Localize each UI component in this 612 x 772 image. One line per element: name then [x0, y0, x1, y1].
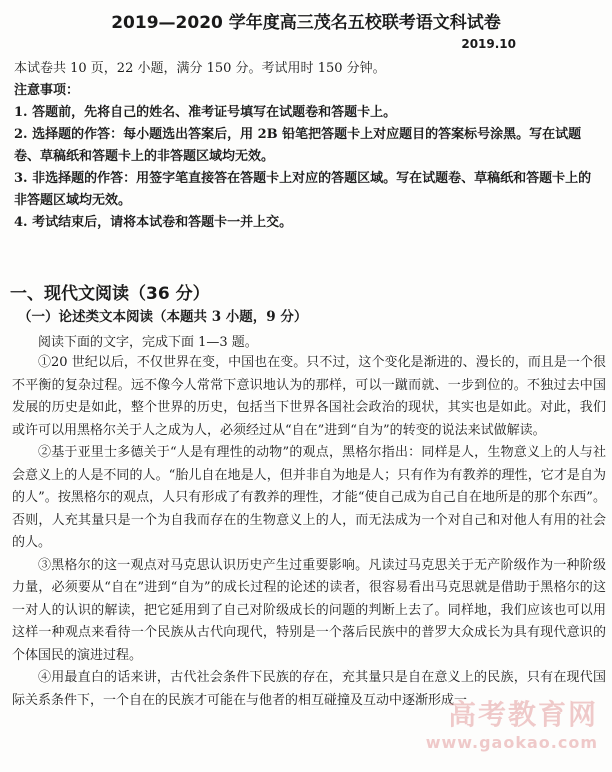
passage-paragraph: ④用最直白的话来讲，古代社会条件下民族的存在，充其量只是自在意义上的民族，只有在现代国际关系条件下，一个自在的民族才可能在与他者的相互碰撞及互动中逐渐形成一: [12, 670, 606, 708]
section-heading: 一、现代文阅读（36 分）: [10, 284, 210, 304]
notice-item: 1. 答题前，先将自己的姓名、准考证号填写在试题卷和答题卡上。: [14, 105, 397, 120]
exam-summary: 本试卷共 10 页，22 小题，满分 150 分。考试用时 150 分钟。: [14, 61, 386, 76]
passage-paragraph: ①20 世纪以后，不仅世界在变，中国也在变。只不过，这个变化是渐进的、漫长的，而且是一个很不平衡的复杂过程。远不像今人常常下意识地认为的那样，可以一蹴而就、一步到位的。不独过去中国发展的历史是如此，整个世界的历史，包括当下世界各国社会政治的现状，其实也是如此。对此，我们或许可以用黑格尔关于人之成为人，必须经过从“自在”进到“自为”的转变的说法来试做解读。: [12, 355, 606, 438]
page-title: 2019—2020 学年度高三茂名五校联考语文科试卷: [111, 13, 501, 33]
sub-section-heading: （一）论述类文本阅读（本题共 3 小题，9 分）: [18, 309, 308, 325]
watermark-url: www.gaokao.com: [425, 733, 598, 752]
exam-instructions: [14, 58, 604, 234]
notice-title: 注意事项：: [14, 83, 80, 98]
reading-instruction: 阅读下面的文字，完成下面 1—3 题。: [38, 335, 258, 350]
notice-item: 3. 非选择题的作答：用签字笔直接答在答题卡上对应的答题区域。写在试题卷、草稿纸和答题卡上的非答题区域均无效。: [14, 171, 592, 208]
watermark: [426, 693, 598, 752]
watermark-text: 高考教育网: [447, 698, 598, 731]
exam-date: 2019.10: [461, 37, 516, 51]
notice-item: 4. 考试结束后，请将本试卷和答题卡一并上交。: [14, 215, 293, 230]
reading-passage: [12, 352, 606, 712]
passage-paragraph: ③黑格尔的这一观点对马克思认识历史产生过重要影响。凡读过马克思关于无产阶级作为一种阶级力量，必须要从“自在”进到“自为”的成长过程的论述的读者，很容易看出马克思就是借助于黑格尔的这一对人的认识的解读，把它延用到了自己对阶级成长的问题的判断上去了。同样地，我们应该也可以用这样一种观点来看待一个民族从古代向现代，特别是一个落后民族中的普罗大众成长为具有现代意识的个体国民的演进过程。: [12, 557, 606, 663]
notice-item: 2. 选择题的作答：每小题选出答案后，用 2B 铅笔把答题卡上对应题目的答案标号涂黑。写在试题卷、草稿纸和答题卡上的非答题区域均无效。: [14, 127, 582, 164]
passage-paragraph: ②基于亚里士多德关于“人是有理性的动物”的观点，黑格尔指出：同样是人，生物意义上的人与社会意义上的人是不同的人。“胎儿自在地是人，但并非自为地是人；只有作为有教养的理性，它才是自为的人”。按黑格尔的观点，人只有形成了有教养的理性，才能“使自己成为自己自在地所是的那个东西”。否则，人充其量只是一个为自我而存在的生物意义上的人，而无法成为一个对自己和对他人有用的社会的人。: [12, 445, 606, 550]
